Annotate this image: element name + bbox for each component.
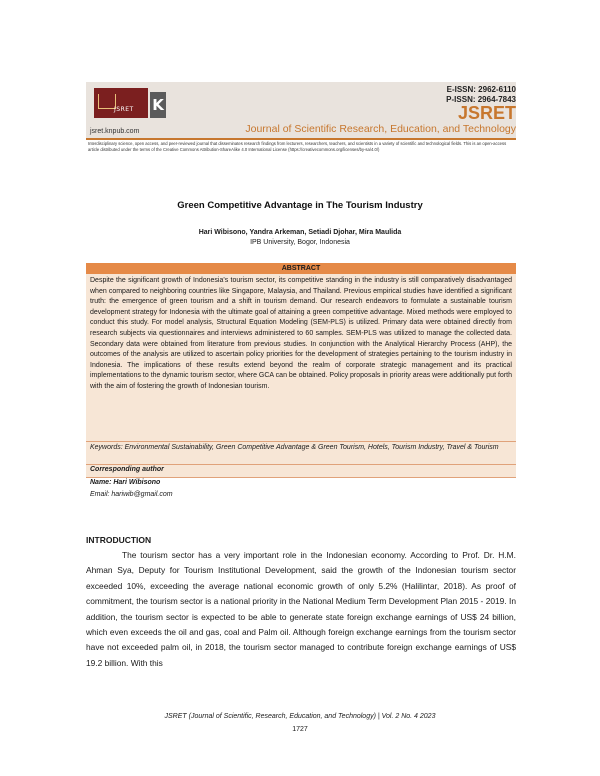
corr-divider bbox=[86, 477, 516, 478]
pissn: P-ISSN: 2964-7843 bbox=[446, 95, 516, 104]
intro-paragraph-text: The tourism sector has a very important role in the Indonesian economy. According to Prof. Dr. H.M. Ahman Sya, Deputy for Tourism Institutional Development, said the growth of the Indonesian tourism sector exceeded 10%, exceeding the average national economic growth of only 5.2% (Halilintar, 2018). As proof of commitment, the tourism sector is a national priority in the National Medium Term Development Plan 2015 - 2019. In addition, the tourism sector is expected to be able to generate state foreign exchange earnings of US$ 24 billion, which even exceeds the oil and gas, coal and Palm oil. Although foreign exchange earnings from the tourism sector have not exceeded palm oil, in 2018, the tourism sector managed to contribute foreign exchange earnings of US$ 19.2 billion. With this bbox=[86, 550, 516, 668]
publisher-k-logo: K bbox=[150, 92, 166, 118]
abstract-divider bbox=[86, 441, 516, 442]
header-rule bbox=[86, 138, 516, 140]
article-authors: Hari Wibisono, Yandra Arkeman, Setiadi Djohar, Mira Maulida bbox=[198, 229, 402, 236]
journal-brand: JSRET bbox=[457, 103, 516, 123]
journal-website[interactable]: jsret.knpub.com bbox=[90, 128, 140, 135]
article-affiliation: IPB University, Bogor, Indonesia bbox=[250, 239, 350, 246]
corresponding-email[interactable]: Email: hariwib@gmail.com bbox=[90, 491, 173, 498]
article-title: Green Competitive Advantage in The Tourism Industry bbox=[177, 200, 423, 211]
journal-name: Journal of Scientific Research, Education, and Technology bbox=[245, 123, 516, 135]
section-heading: INTRODUCTION bbox=[86, 535, 152, 545]
page-number: 1727 bbox=[292, 726, 308, 733]
eissn: E-ISSN: 2962-6110 bbox=[446, 85, 516, 94]
license-notice: Interdisciplinary science, open access, and peer-reviewed journal that disseminates research findings from lecturers, researchers, teachers, and scientists in a variety of scientific and technological fields. This is an open-access article distributed under the terms of the Creative Commons Attribution-ShareAlike 4.0 International License (https://creativecommons.org/licenses/by-sa/4.0/) bbox=[88, 141, 507, 152]
page-footer-citation: JSRET (Journal of Scientific, Research, Education, and Technology) | Vol. 2 No. 4 2023 bbox=[164, 713, 436, 720]
keywords: Keywords: Environmental Sustainability, Green Competitive Advantage & Green Tourism, Hotels, Tourism Industry, Travel & Tourism bbox=[90, 444, 499, 451]
abstract-heading: ABSTRACT bbox=[86, 263, 516, 274]
logo-label: JSRET bbox=[114, 106, 134, 113]
jsret-logo bbox=[94, 88, 148, 118]
corresponding-name: Name: Hari Wibisono bbox=[90, 479, 161, 486]
intro-paragraph bbox=[86, 548, 516, 671]
corresponding-author-label: Corresponding author bbox=[90, 466, 164, 473]
abstract-text: Despite the significant growth of Indonesia's tourism sector, its competitive standing in the industry is still comparatively disadvantaged when compared to neighboring countries like Singapore, Malaysia, and Thailand. Previous empirical studies have identified a significant truth: the emergence of green tourism and a shift in tourism demand. Our research endeavors to formulate a sustainable tourism development strategy for Indonesia with the ultimate goal of attaining a green competitive advantage. Mixed methods were employed to conduct this study. For model analysis, Structural Equation Modeling (SEM-PLS) is utilized. Primary data were obtained directly from research subjects via questionnaires and interviews administered to 60 samples. SEM-PLS was utilized to manage the collected data. Secondary data were obtained from literature from previous studies. In conjunction with the Analytical Hierarchy Process (AHP), the outcomes of the analysis are utilized to ascertain policy priorities for the development of strategies pertaining to the tourism industry in Indonesia. The implications of these results extend beyond the realm of corporate strategic management and its practical implementations to the dynamic tourism sector, where GCA can be obtained. Policy proposals in priority areas were additionally put forth with the aim of fostering the growth of Indonesian tourism. bbox=[90, 277, 512, 390]
keywords-divider bbox=[86, 464, 516, 465]
